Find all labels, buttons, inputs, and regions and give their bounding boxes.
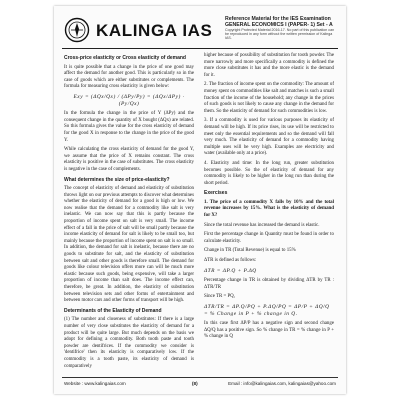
page-footer bbox=[62, 377, 338, 388]
answer-text: First the percentage change in Quantity must be found in order to calculate elasticity. bbox=[204, 232, 334, 244]
page-header bbox=[62, 14, 338, 49]
paragraph: It is quite possible that a change in the price of one good may affect the demand for another good. This is particularly so in the case of goods which are either substitutes or complements. The formula for measuring cross elasticity is given below: bbox=[64, 64, 194, 90]
answer-text: ΔTR is defined as follows: bbox=[204, 258, 257, 264]
document-page bbox=[54, 6, 346, 394]
section-heading-cross-elasticity: Cross-price elasticity or Cross elasticity of demand bbox=[64, 55, 186, 61]
paragraph: While calculating the cross elasticity of demand for the good Y, we assume that the price of X remains constant. The cross elasticity is positive in the case of substitutes. The cross elasticity is negative in the case of complements. bbox=[64, 147, 194, 172]
reference-title: Reference Material for the IES Examination bbox=[225, 16, 331, 22]
reference-block bbox=[225, 16, 339, 41]
paragraph: 4. Elasticity and time: In the long run, greater substitution becomes possible. So the of elasticity of demand for any commodity is likely to be higher in the long run than during the short period. bbox=[204, 160, 334, 186]
copyright-notice: Copyright Protected Material 2016-17. No part of this publication can be reproduced in any form without the written permission of Kalinga IAS. bbox=[225, 28, 335, 41]
answer-text: Percentage change in TR is obtained by dividing ΔTR by TR : ΔTR/TR bbox=[204, 278, 334, 290]
paragraph: The concept of elasticity of demand and elasticity of substitution throws light on our previous attempts to discover what determines whether the elasticity of demand for a good is high or low. We now realise that the demand for a commodity like salt is very inelastic. We can now say that this is partly because the proportion of income spent on salt is very small. The income effect of a fall in the price of salt will be small partly because the income elasticity of demand for salt is likely to be small too, but mainly because the proportion of income spent on salt is so small. In addition, the demand for salt is inelastic, because there are no goods to substitute for salt, and the elasticity of substitution between salt and other goods is therefore small. The demand for goods like colour television offers more can will be much more elastic because such goods, being expensive, will take a larger proportion of income than salt does. The income effect can, therefore, be great. In addition, the elasticity of substitution between television sets and other forms of entertainment and between motor cars and other forms of transport will be high. bbox=[64, 186, 194, 304]
answer-text: Change in TR (Total Revenue) is equal to 15% bbox=[204, 248, 296, 254]
paragraph: In the formula the change in the price of Y (ΔPy) and the consequent change in the quantity of X bought (ΔQx) are related. So this formula gives the value for the cross elasticity of demand for the good X in response to the change in the price of the good Y. bbox=[64, 111, 194, 143]
paragraph: 3. If a commodity is used for various purposes its elasticity of demand will be high. If its price rises, its use will be restricted to meet only the essential requirements and so the demand will fall very much. The elasticity of demand for a commodity having multiple uses will be very high. Examples are electricity and water (available only at a price). bbox=[204, 118, 334, 157]
answer-text: Since TR = PQ, bbox=[204, 294, 235, 300]
equation-cross-elasticity: Exy = (ΔQx/Qx) / (ΔPy/Py) = (ΔQx/ΔPy) · (Py/Qx) bbox=[73, 93, 185, 107]
paragraph: 2. The fraction of income spent on the commodity: The amount of money spent on commodities like salt and matches is such a small fraction of the income of the household; any change in the prices of such goods is not likely to cause any change in the demand for them. So the elasticity of demand for such commodities is low. bbox=[204, 82, 334, 114]
section-heading-determinants: Determinants of the Elasticity of Demand bbox=[64, 307, 162, 314]
left-column bbox=[64, 53, 194, 373]
question-heading: What determines the size of price-elasticity? bbox=[64, 176, 170, 183]
brand-name: KALINGA IAS bbox=[96, 21, 213, 40]
footer-email: Email : info@kalingaias.com, kalingaias@yahoo.com bbox=[228, 381, 336, 386]
exercises-heading: Exercises bbox=[204, 190, 228, 197]
exercise-question: 1. The price of a commodity X falls by 10% and the total revenue increases by 15%. What is the elasticity of demand for X? bbox=[204, 199, 334, 219]
equation-delta-tr: ΔTR = ΔP.Q + P.ΔQ bbox=[204, 267, 257, 274]
right-column bbox=[204, 53, 334, 344]
page-number: (8) bbox=[192, 381, 198, 386]
paragraph: higher because of possibility of substitution for tooth powder. The more narrowly and more specifically a commodity is defined the more close substitutes it has and the more elastic is the demand for it. bbox=[204, 53, 334, 78]
answer-text: Since the total revenue has increased the demand is elastic. bbox=[204, 222, 320, 228]
footer-website: Website : www.kalingaias.com bbox=[64, 381, 126, 386]
answer-text: In this case first ΔP/P has a negative sign and second change ΔQ/Q has a positive sign. So % change in TR = % change in P + % change in Q bbox=[204, 321, 334, 340]
kalinga-logo-icon bbox=[64, 17, 90, 43]
paragraph: (1) The number and closeness of substitutes: If there is a large number of very close substitutes the elasticity of demand for a product will be quite large. But much depends on the basis we adopt for defining a commodity. Both tooth paste and tooth powder are dentifrices. If the commodity we consider is 'dentifrice' then its elasticity is comparatively low. If the commodity is a tooth paste, its elasticity of demand is comparatively bbox=[64, 317, 194, 369]
reference-subtitle: GENERAL ECONOMICS I (PAPER- 1) Set - A bbox=[225, 22, 333, 28]
equation-percentage-tr: ΔTR/TR = ΔP.Q/PQ + P.ΔQ/PQ = ΔP/P + ΔQ/Q = % Change in P + % change in Q. bbox=[204, 304, 330, 317]
